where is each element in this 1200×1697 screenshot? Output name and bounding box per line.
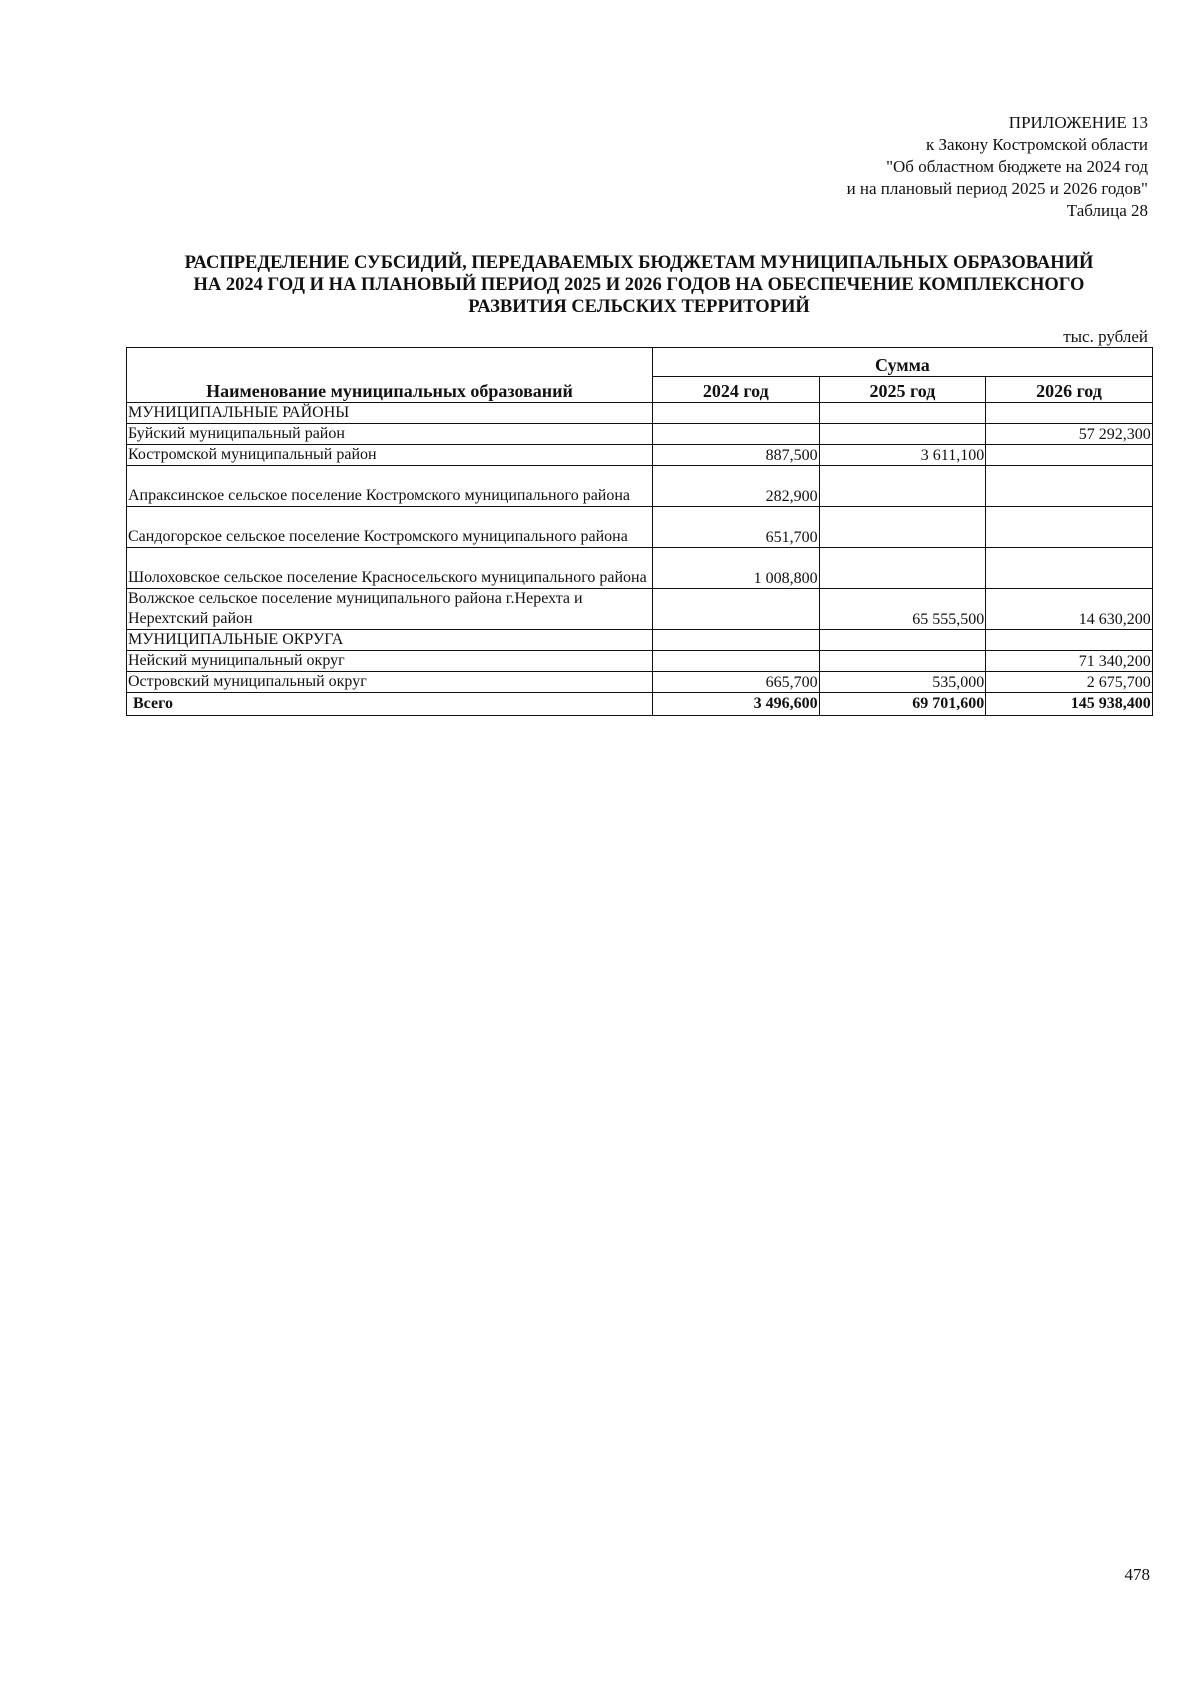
row-name: Буйский муниципальный район [127, 424, 653, 445]
table-row [127, 507, 1153, 548]
header-sum: Сумма [653, 348, 1153, 377]
row-value-2024: 282,900 [653, 466, 820, 507]
row-value-2025: 3 611,100 [819, 445, 986, 466]
header-year-2025: 2025 год [819, 376, 986, 402]
row-value-2026 [986, 630, 1153, 651]
row-name: МУНИЦИПАЛЬНЫЕ ОКРУГА [127, 630, 653, 651]
table-row [127, 651, 1153, 672]
row-value-2024 [653, 589, 820, 630]
row-value-2026 [986, 466, 1153, 507]
total-label: Всего [127, 693, 653, 716]
row-value-2025 [819, 424, 986, 445]
row-value-2026: 71 340,200 [986, 651, 1153, 672]
row-value-2025 [819, 507, 986, 548]
row-name: Костромской муниципальный район [127, 445, 653, 466]
title-line-2: НА 2024 ГОД И НА ПЛАНОВЫЙ ПЕРИОД 2025 И 2026 ГОДОВ НА ОБЕСПЕЧЕНИЕ КОМПЛЕКСНОГО [193, 275, 1085, 295]
row-name: Сандогорское сельское поселение Костромского муниципального района [127, 507, 653, 548]
table-row [127, 403, 1153, 424]
units-label: тыс. рублей [1063, 327, 1148, 346]
row-value-2024: 1 008,800 [653, 548, 820, 589]
table-number: Таблица 28 [1066, 201, 1148, 220]
law-title-line2: и на плановый период 2025 и 2026 годов" [846, 179, 1148, 198]
row-value-2024 [653, 651, 820, 672]
total-row [127, 693, 1153, 716]
row-value-2025 [819, 630, 986, 651]
header-name: Наименование муниципальных образований [127, 348, 653, 403]
subsidy-table [126, 347, 1153, 716]
row-value-2025: 65 555,500 [819, 589, 986, 630]
law-title-line1: "Об областном бюджете на 2024 год [886, 157, 1148, 176]
row-value-2025: 535,000 [819, 672, 986, 693]
table-row [127, 589, 1153, 630]
document-title [126, 252, 1152, 318]
row-value-2025 [819, 466, 986, 507]
row-name: Апраксинское сельское поселение Костромского муниципального района [127, 466, 653, 507]
law-reference: к Закону Костромской области [926, 135, 1148, 154]
row-value-2024 [653, 424, 820, 445]
appendix-header [847, 112, 1148, 222]
table-row [127, 548, 1153, 589]
row-value-2024 [653, 630, 820, 651]
row-value-2026: 2 675,700 [986, 672, 1153, 693]
row-value-2026 [986, 548, 1153, 589]
appendix-number: ПРИЛОЖЕНИЕ 13 [1008, 113, 1148, 132]
row-name: МУНИЦИПАЛЬНЫЕ РАЙОНЫ [127, 403, 653, 424]
row-value-2026 [986, 445, 1153, 466]
table-row [127, 672, 1153, 693]
row-value-2024: 665,700 [653, 672, 820, 693]
header-year-2026: 2026 год [986, 376, 1153, 402]
row-value-2025 [819, 403, 986, 424]
row-value-2026: 14 630,200 [986, 589, 1153, 630]
row-value-2025 [819, 548, 986, 589]
row-name: Шолоховское сельское поселение Красносельского муниципального района [127, 548, 653, 589]
row-name: Нейский муниципальный округ [127, 651, 653, 672]
table-row [127, 630, 1153, 651]
row-value-2024 [653, 403, 820, 424]
total-value-2024: 3 496,600 [653, 693, 820, 716]
row-value-2024: 651,700 [653, 507, 820, 548]
row-name: Островский муниципальный округ [127, 672, 653, 693]
row-value-2026: 57 292,300 [986, 424, 1153, 445]
row-value-2026 [986, 507, 1153, 548]
row-value-2025 [819, 651, 986, 672]
total-value-2025: 69 701,600 [819, 693, 986, 716]
header-year-2024: 2024 год [653, 376, 820, 402]
title-line-3: РАЗВИТИЯ СЕЛЬСКИХ ТЕРРИТОРИЙ [468, 297, 810, 317]
table-row [127, 466, 1153, 507]
title-line-1: РАСПРЕДЕЛЕНИЕ СУБСИДИЙ, ПЕРЕДАВАЕМЫХ БЮДЖЕТАМ МУНИЦИПАЛЬНЫХ ОБРАЗОВАНИЙ [184, 253, 1094, 273]
row-name: Волжское сельское поселение муниципального района г.Нерехта и Нерехтский район [127, 589, 653, 630]
row-value-2024: 887,500 [653, 445, 820, 466]
total-value-2026: 145 938,400 [986, 693, 1153, 716]
row-value-2026 [986, 403, 1153, 424]
table-row [127, 445, 1153, 466]
table-row [127, 424, 1153, 445]
page-number: 478 [1124, 1565, 1150, 1584]
